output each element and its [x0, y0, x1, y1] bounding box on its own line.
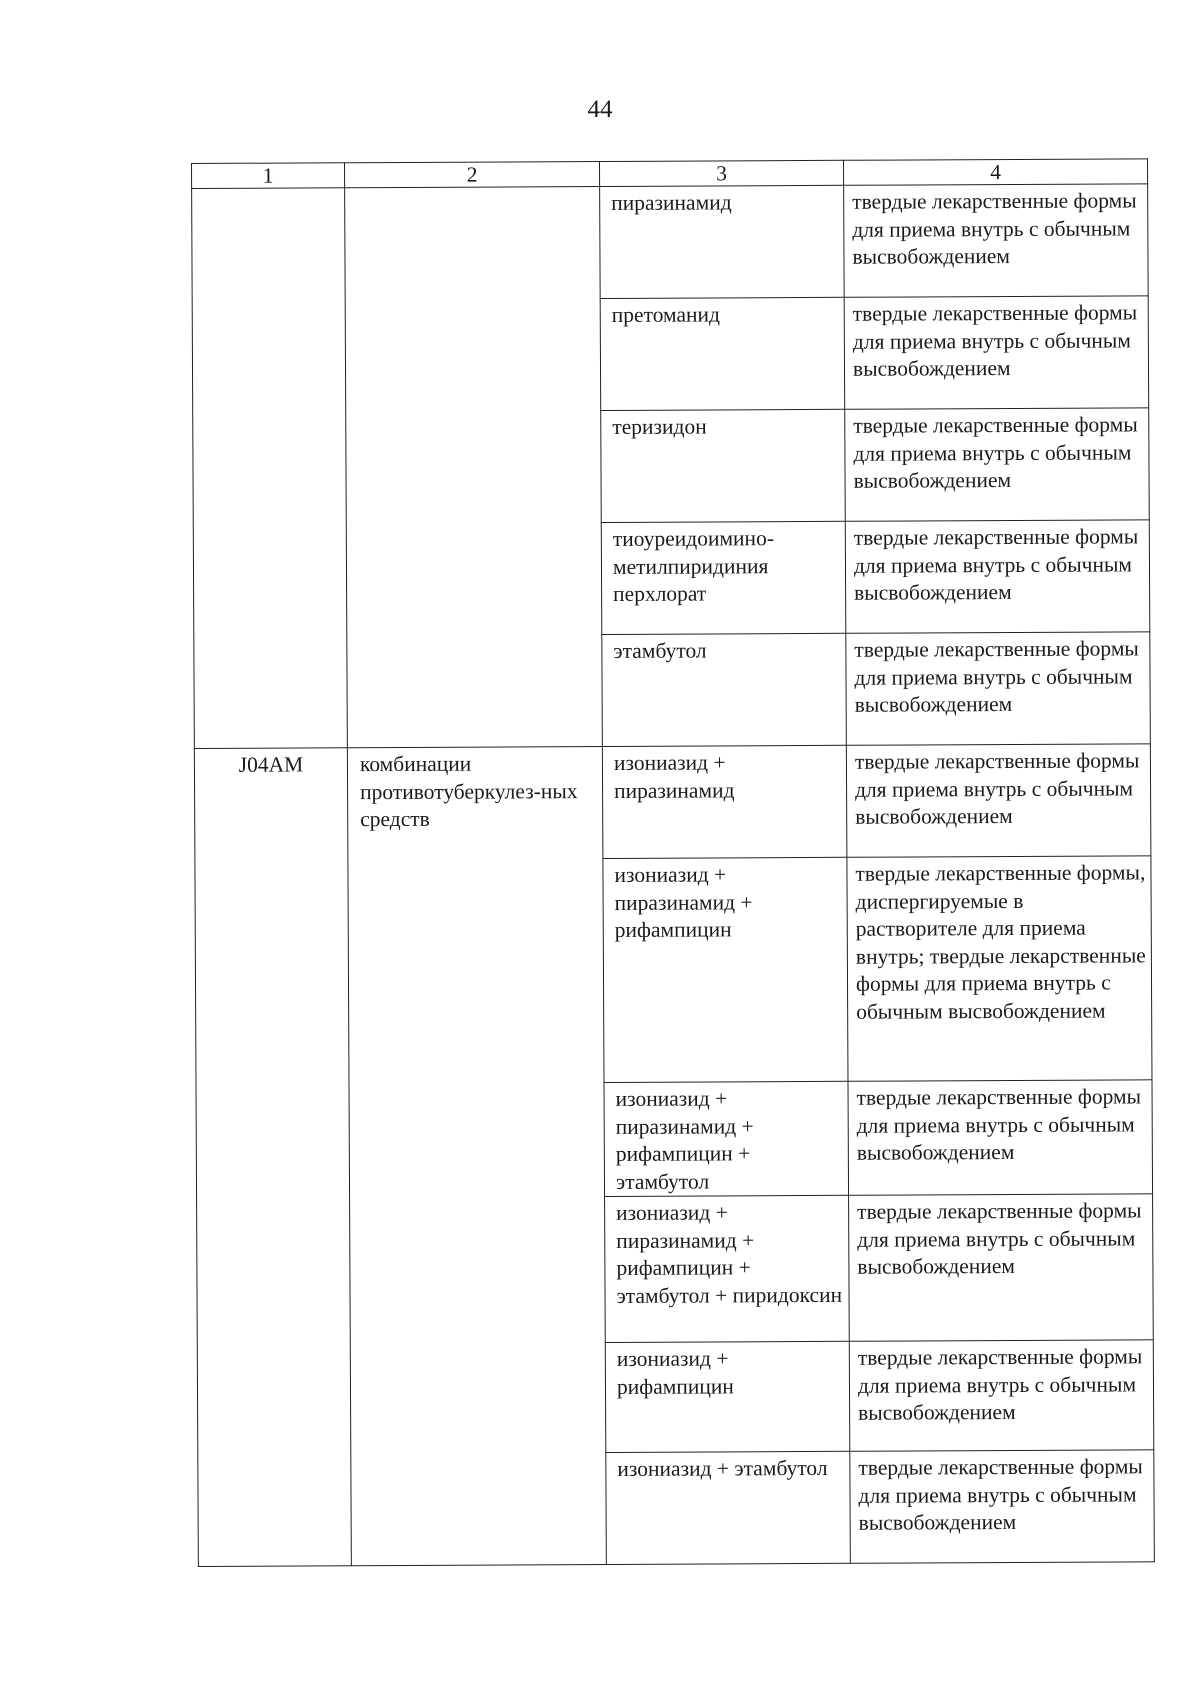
group-name-cell: комбинации противотуберкулез-ных средств	[347, 746, 606, 1565]
empty-group-cell	[345, 187, 603, 748]
drug-name-cell: тиоуреидоимино-метилпиридиния перхлорат	[601, 521, 846, 634]
atc-code-cell: J04AM	[194, 748, 351, 1567]
dosage-form-cell: твердые лекарственные формы для приема внутрь с обычным высвобождением	[848, 1080, 1153, 1195]
table-row	[192, 184, 1149, 301]
column-header: 4	[843, 159, 1147, 185]
drug-name-cell: пиразинамид	[600, 185, 845, 298]
drug-name-cell: этамбутол	[602, 633, 847, 746]
dosage-form-cell: твердые лекарственные формы для приема внутрь с обычным высвобождением	[846, 744, 1151, 857]
dosage-form-cell: твердые лекарственные формы, диспергируемые в растворителе для приема внутрь; твердые лекарственные формы для приема внутрь с обычным высвобождением	[847, 856, 1152, 1081]
dosage-form-cell: твердые лекарственные формы для приема внутрь с обычным высвобождением	[849, 1194, 1154, 1341]
dosage-form-cell: твердые лекарственные формы для приема внутрь с обычным высвобождением	[846, 632, 1151, 745]
dosage-form-cell: твердые лекарственные формы для приема внутрь с обычным высвобождением	[844, 296, 1149, 409]
drug-name-cell: изониазид + пиразинамид + рифампицин + этамбутол	[604, 1081, 849, 1196]
column-header: 3	[599, 160, 843, 186]
drug-name-cell: изониазид + пиразинамид + рифампицин	[603, 857, 848, 1082]
table-row	[194, 744, 1151, 861]
dosage-form-cell: твердые лекарственные формы для приема внутрь с обычным высвобождением	[850, 1450, 1155, 1563]
dosage-form-cell: твердые лекарственные формы для приема внутрь с обычным высвобождением	[845, 408, 1150, 521]
drug-name-cell: претоманид	[600, 297, 845, 410]
drug-name-cell: изониазид + этамбутол	[606, 1451, 851, 1564]
page-number: 44	[587, 96, 613, 123]
drug-name-cell: изониазид + рифампицин	[605, 1341, 850, 1452]
dosage-form-cell: твердые лекарственные формы для приема внутрь с обычным высвобождением	[845, 520, 1150, 633]
column-header: 2	[345, 162, 600, 188]
medication-table	[191, 158, 1155, 1567]
dosage-form-cell: твердые лекарственные формы для приема внутрь с обычным высвобождением	[849, 1340, 1154, 1451]
dosage-form-cell: твердые лекарственные формы для приема внутрь с обычным высвобождением	[844, 184, 1149, 297]
drug-name-cell: изониазид + пиразинамид	[602, 745, 847, 858]
empty-code-cell	[192, 188, 348, 749]
column-header: 1	[192, 163, 345, 189]
drug-name-cell: теризидон	[601, 409, 846, 522]
drug-name-cell: изониазид + пиразинамид + рифампицин + этамбутол + пиридоксин	[605, 1195, 850, 1342]
